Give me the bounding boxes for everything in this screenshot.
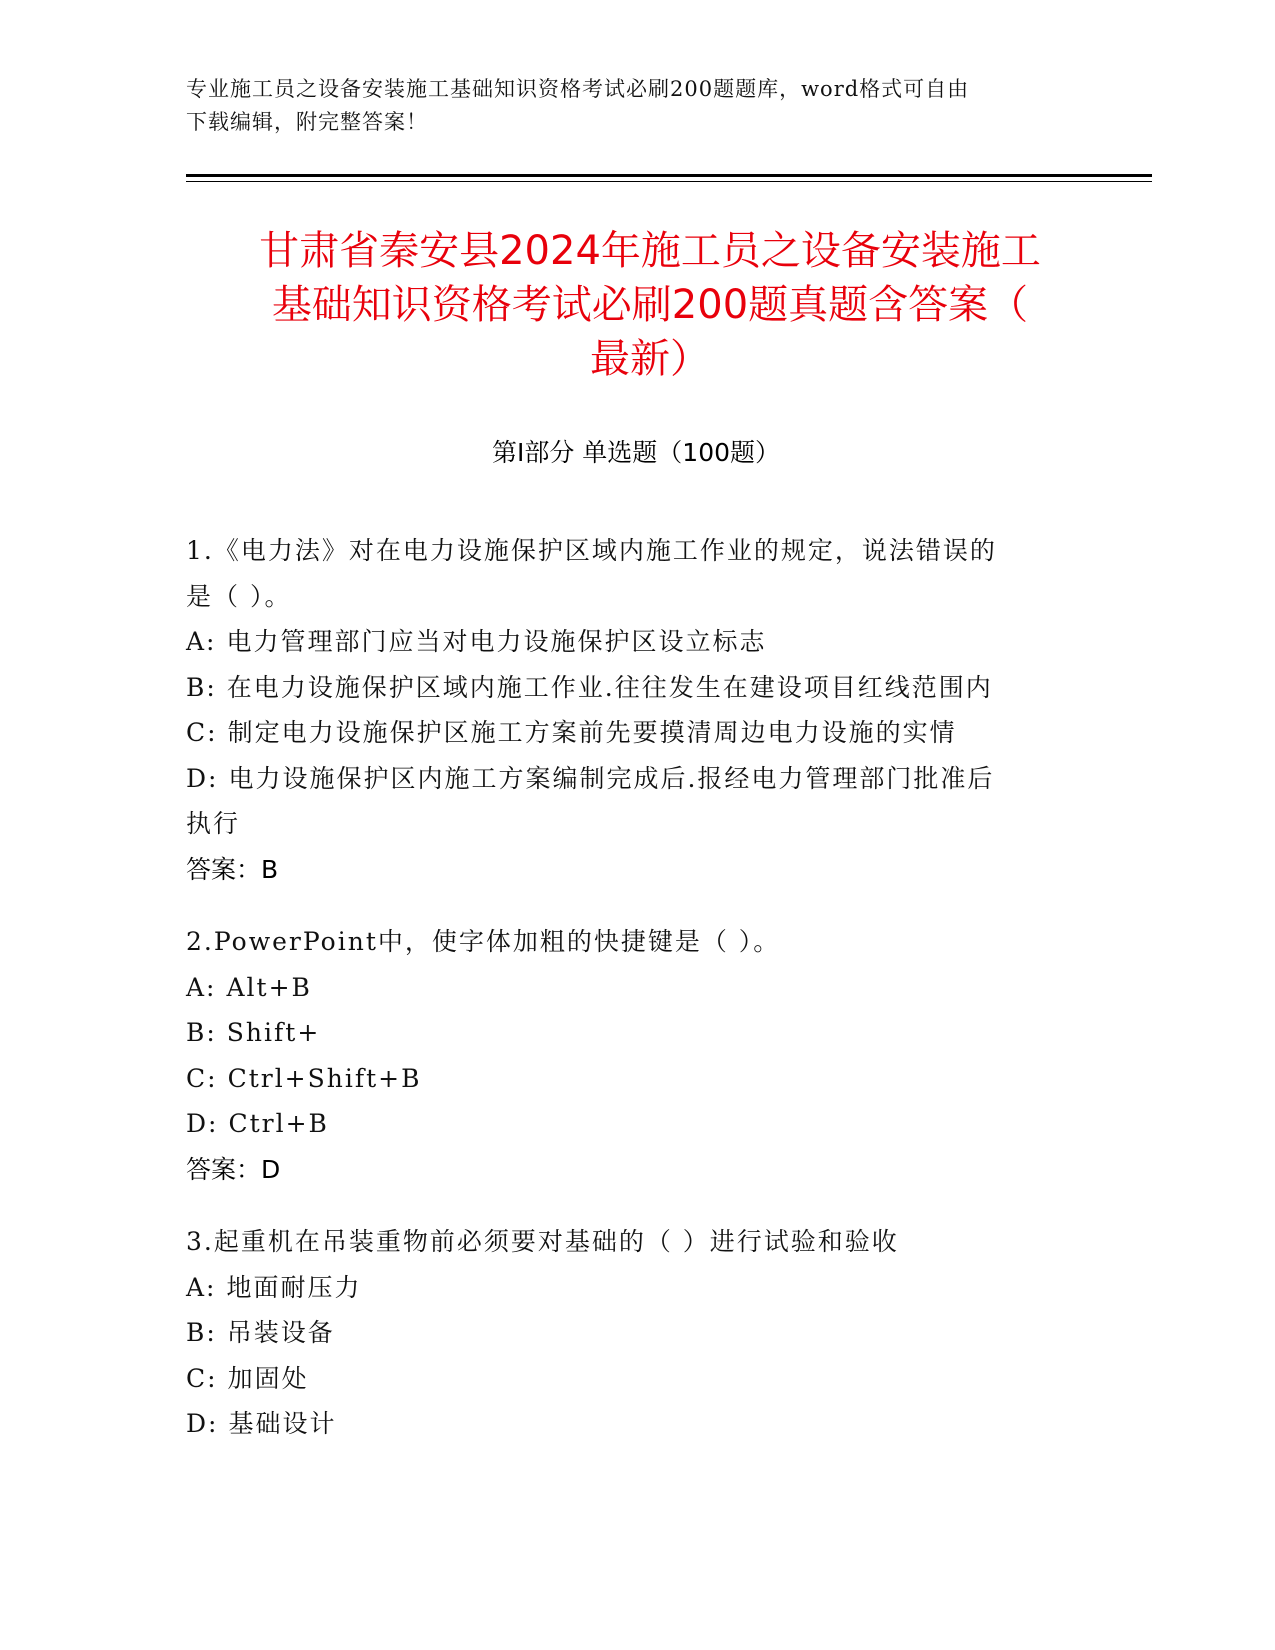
option-b [186,1010,1066,1056]
option-text: 吊装设备 [226,1318,335,1347]
header-note [186,73,1066,139]
option-text: Ctrl+B [228,1109,329,1138]
answer-line: 答案：B [186,854,279,884]
title-line-1: 甘肃省秦安县2024年施工员之设备安装施工 [259,228,1041,274]
option-letter: B: [186,672,217,702]
option-letter: C: [186,718,218,747]
option-d-continuation: 执行 [186,809,241,838]
question-3 [186,1219,1066,1447]
option-letter: A: [186,627,217,656]
option-a [186,965,1066,1011]
option-letter: B: [186,1018,217,1047]
answer-line: 答案：D [186,1154,281,1184]
option-d [186,1101,1066,1147]
question-list [186,528,1066,1474]
option-text: 地面耐压力 [226,1272,362,1302]
option-text: Alt+B [226,972,312,1002]
option-c [186,1056,1066,1102]
option-text: 加固处 [227,1363,309,1393]
section-title: 第Ⅰ部分 单选题（100题） [491,438,781,467]
option-letter: A: [186,972,217,1002]
option-text: 制定电力设施保护区施工方案前先要摸清周边电力设施的实情 [227,718,957,747]
option-letter: B: [186,1318,217,1347]
option-d [186,756,1066,802]
question-stem-line: 1.《电力法》对在电力设施保护区域内施工作业的规定，说法错误的 [186,536,997,565]
header-note-line-1: 专业施工员之设备安装施工基础知识资格考试必刷200题题库，word格式可自由 [186,77,970,101]
option-text: 电力设施保护区内施工方案编制完成后.报经电力管理部门批准后 [228,763,995,793]
header-note-line-2: 下载编辑，附完整答案！ [186,110,428,134]
option-b [186,665,1066,711]
question-1 [186,528,1066,892]
question-stem-line: 是（ ）。 [186,581,292,611]
option-b [186,1310,1066,1356]
option-c [186,710,1066,756]
option-text: 基础设计 [228,1409,337,1438]
option-a [186,1265,1066,1311]
document-title [150,224,1150,386]
option-letter: D: [186,763,219,793]
option-letter: C: [186,1363,218,1393]
option-letter: A: [186,1272,217,1302]
option-letter: C: [186,1063,218,1093]
option-letter: D: [186,1109,219,1138]
option-c [186,1356,1066,1402]
title-line-2: 基础知识资格考试必刷200题真题含答案（ [271,282,1029,328]
option-text: 在电力设施保护区域内施工作业.往往发生在建设项目红线范围内 [226,672,993,702]
option-text: Ctrl+Shift+B [227,1063,422,1093]
option-a [186,619,1066,665]
title-line-3: 最新） [590,336,710,382]
option-d [186,1401,1066,1447]
header-rule-thin [186,181,1152,182]
option-text: Shift+ [226,1018,321,1047]
question-2 [186,919,1066,1192]
question-stem-line: 3.起重机在吊装重物前必须要对基础的（ ）进行试验和验收 [186,1227,899,1256]
header-rule-thick [186,174,1152,177]
question-stem-line: 2.PowerPoint中，使字体加粗的快捷键是（ ）。 [186,927,781,956]
option-text: 电力管理部门应当对电力设施保护区设立标志 [226,627,767,656]
option-letter: D: [186,1409,219,1438]
